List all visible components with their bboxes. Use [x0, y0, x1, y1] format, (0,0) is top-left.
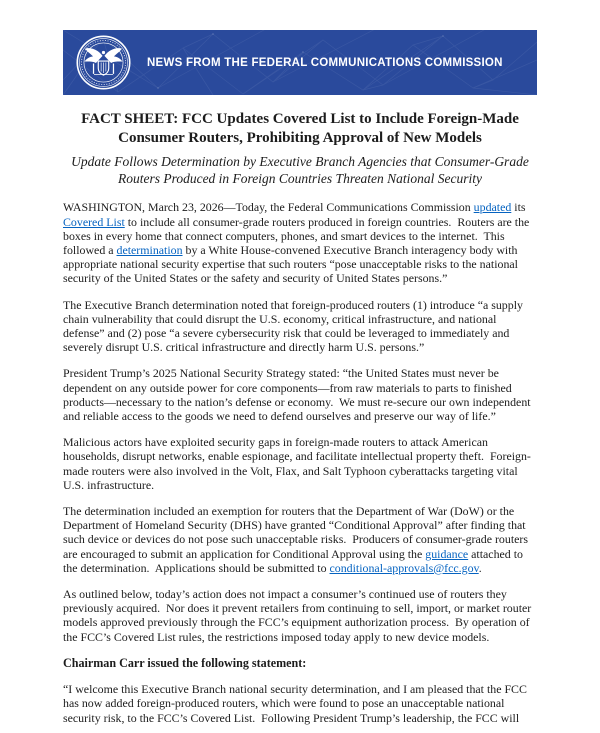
paragraph-executive-branch-findings: [63, 298, 537, 355]
paragraph-national-security-strategy: [63, 366, 537, 423]
paragraph-exemption: [63, 504, 537, 575]
text-run: “I welcome this Executive Branch national security determination, and I am pleased that the FCC has now added foreign-produced routers, which were found to pose an unacceptable national security risk, to the FCC’s Covered List. Following President Trump’s leadership, the FCC will: [63, 682, 530, 725]
inline-link[interactable]: conditional-approvals@fcc.gov: [329, 560, 479, 575]
text-run: President Trump’s 2025 National Security Strategy stated: “the United States must never be dependent on any outside power for core components—from raw materials to parts to finished products—necessary to the nation’s defense or economy. We must re-secure our own independent and reliable access to the goods we need to defend ourselves and preserve our way of life.”: [63, 366, 534, 424]
text-run: by a White House-convened Executive Branch interagency body with appropriate national security expertise that such routers “pose unacceptable risks to the national security of the United States or the safety and security of United States persons.”: [63, 243, 521, 286]
fcc-news-banner: [63, 30, 537, 95]
paragraph-malicious-actors: [63, 435, 537, 492]
text-run: .: [478, 560, 482, 575]
text-run: Malicious actors have exploited security gaps in foreign-made routers to attack American households, disrupt networks, enable espionage, and facilitate intellectual property theft. Foreign-made routers were also involved in the Volt, Flax, and Salt Typhoon cyberattacks targeting vital U.S. infrastructure.: [63, 435, 531, 492]
inline-link[interactable]: updated: [473, 200, 512, 215]
text-run: its: [511, 200, 529, 215]
banner-title: NEWS FROM THE FEDERAL COMMUNICATIONS COMMISSION: [147, 56, 503, 69]
statement-heading: Chairman Carr issued the following statement:: [63, 655, 307, 670]
paragraph-carr-statement: [63, 682, 537, 725]
paragraph-dateline: [63, 200, 537, 285]
text-run: The determination included an exemption for routers that the Department of War (DoW) or the Department of Homeland Security (DHS) have granted “Conditional Approval” after finding that such device or devices do not pose such unacceptable risks. Producers of consumer-grade routers are encouraged to submit an application for Conditional Approval using the: [63, 504, 531, 561]
text-run: to include all consumer-grade routers produced in foreign countries. Routers are the boxes in every home that connect computers, phones, and smart devices to the internet. This followed a: [63, 214, 533, 258]
fact-sheet-subtitle: Update Follows Determination by Executive Branch Agencies that Consumer-Grade Routers Produced in Foreign Countries Threaten National Security: [71, 153, 529, 186]
text-run: WASHINGTON, March 23, 2026—Today, the Federal Communications Commission: [63, 200, 474, 215]
text-run: As outlined below, today’s action does not impact a consumer’s continued use of routers they previously acquired. Nor does it prevent retailers from continuing to sell, import, or market router models approved previously through the FCC’s equipment authorization process. By operation of the FCC’s Covered List rules, the restrictions imposed today apply to new device models.: [63, 587, 535, 644]
inline-link[interactable]: determination: [116, 243, 183, 258]
text-run: The Executive Branch determination noted that foreign-produced routers (1) introduce “a supply chain vulnerability that could disrupt the U.S. economy, critical infrastructure, and national defense” and (2) pose “a severe cybersecurity risk that could be leveraged to immediately and severely disrupt U.S. critical infrastructure and directly harm U.S. persons.”: [63, 297, 526, 355]
fcc-seal-icon: [75, 34, 132, 91]
text-run: attached to the determination. Applications should be submitted to: [63, 546, 526, 575]
document-body: [63, 110, 537, 733]
fact-sheet-title: FACT SHEET: FCC Updates Covered List to Include Foreign-Made Consumer Routers, Prohibiting Approval of New Models: [81, 111, 519, 146]
inline-link[interactable]: guidance: [425, 546, 469, 561]
inline-link[interactable]: Covered List: [63, 214, 125, 229]
paragraph-consumer-impact: [63, 587, 537, 644]
